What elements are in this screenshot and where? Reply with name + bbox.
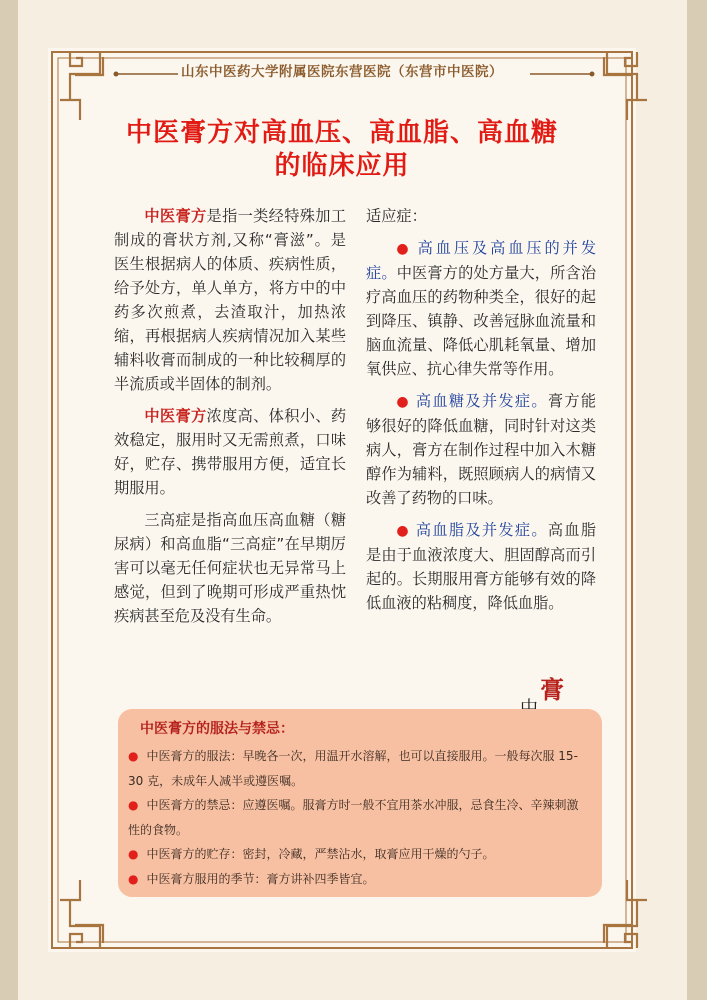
indication-text: 膏方能够很好的降低血糖，同时针对这类病人，膏方在制作过程中加入木糖醇作为辅料，既照顾病人的病情又改善了药物的口味。 [366, 392, 597, 507]
term-gaofang-2: 中医膏方 [144, 407, 207, 425]
right-column [366, 204, 596, 623]
bullet-icon: ● [396, 241, 412, 257]
paragraph-three-highs: 三高症是指高血压高血糖（糖尿病）和高血脂“三高症”在早期厉害可以毫无任何症状也无异常马上感觉，但到了晚期可形成严重热忱疾病甚至危及没有生命。 [114, 511, 346, 625]
indications-intro: 适应症： [366, 207, 427, 225]
indication-heading: 高血糖及并发症。 [415, 392, 548, 410]
bullet-icon: ● [128, 798, 139, 812]
usage-item-text: 中医膏方的服法：早晚各一次，用温开水溶解，也可以直接服用。一般每次服 15-30 克，未成年人减半或遵医嘱。 [128, 749, 578, 788]
usage-item [128, 793, 588, 842]
usage-item-text: 中医膏方的禁忌：应遵医嘱。服膏方时一般不宜用茶水冲服，忌食生冷、辛辣刺激性的食物。 [128, 798, 579, 837]
indication-text: 高血脂是由于血液浓度大、胆固醇高而引起的。长期服用膏方能够有效的降低血液的粘稠度，降低血脂。 [366, 521, 597, 612]
usage-item-text: 中医膏方的贮存：密封，冷藏，严禁沾水，取膏应用干燥的勺子。 [146, 847, 495, 861]
bullet-icon: ● [396, 523, 410, 539]
indication-heading: 高血脂及并发症。 [415, 521, 548, 539]
paragraph-definition [114, 204, 346, 396]
usage-item [128, 744, 588, 793]
usage-item [128, 842, 588, 867]
page-title-line1: 中医膏方对高血压、高血脂、高血糖 [125, 118, 558, 148]
paragraph-advantages [114, 404, 346, 500]
page-title-line2: 的临床应用 [274, 151, 410, 181]
indication-hyperglycemia [366, 389, 596, 510]
usage-item-text: 中医膏方服用的季节：膏方讲补四季皆宜。 [146, 871, 375, 886]
indication-hypertension [366, 236, 596, 381]
usage-title: 中医膏方的服法与禁忌： [140, 721, 294, 737]
indication-hyperlipidemia [366, 518, 596, 615]
definition-text: 是指一类经特殊加工制成的膏状方剂,又称“膏滋”。是医生根据病人的体质、疾病性质，给予处方，单人单方，将方中的中药多次煎煮，去渣取汁，加热浓缩，再根据病人疾病情况加入某些辅料收膏而制成的一种比较稠厚的半流质或半固体的制剂。 [114, 207, 346, 393]
bullet-icon: ● [396, 394, 410, 410]
bullet-icon: ● [128, 871, 139, 886]
svg-text:膏: 膏 [540, 676, 564, 704]
indication-heading: 高血压及高血压的并发症。 [366, 239, 597, 282]
bullet-icon: ● [128, 749, 139, 763]
advantages-text: 浓度高、体积小、药效稳定，服用时又无需煎煮，口味好，贮存、携带服用方便，适宜长期服用。 [114, 407, 346, 497]
usage-list [128, 744, 588, 891]
bullet-icon: ● [128, 847, 139, 861]
left-column [114, 204, 346, 636]
hospital-name: 山东中医药大学附属医院东营医院（东营市中医院） [181, 64, 503, 80]
term-gaofang: 中医膏方 [144, 207, 207, 225]
usage-item [128, 867, 588, 892]
indication-text: 中医膏方的处方量大，所含治疗高血压的药物种类全，很好的起到降压、镇静、改善冠脉血流量和脑血流量、降低心肌耗氧量、增加氧供应、抗心律失常等作用。 [366, 264, 596, 378]
